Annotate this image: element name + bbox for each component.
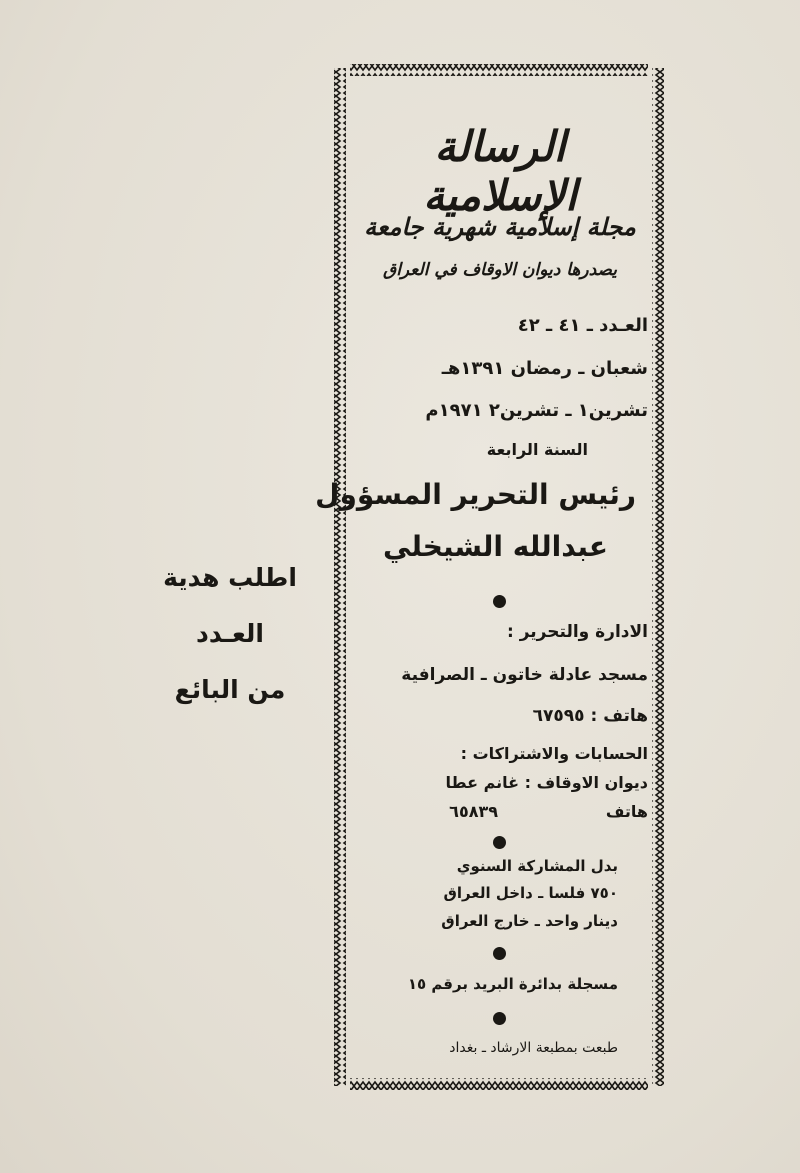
administration-heading: الادارة والتحرير : bbox=[507, 622, 648, 642]
magazine-title: الرسالة الإسلامية bbox=[423, 122, 577, 220]
section-bullet bbox=[493, 595, 506, 608]
volume-year: السنة الرابعة bbox=[486, 440, 588, 459]
administration-address: مسجد عادلة خاتون ـ الصرافية bbox=[401, 665, 648, 685]
side-note-line1: اطلب هدية العـدد bbox=[163, 563, 297, 648]
editor-name: عبدالله الشيخلي bbox=[383, 530, 608, 563]
subscription-outside: دينار واحد ـ خارج العراق bbox=[441, 912, 618, 930]
subscription-heading: بدل المشاركة السنوي bbox=[456, 857, 618, 875]
gregorian-date: تشرين١ ـ تشرين٢ ١٩٧١م bbox=[425, 400, 648, 421]
printer-line: طبعت بمطبعة الارشاد ـ بغداد bbox=[449, 1040, 618, 1056]
administration-phone: هاتف : ٦٧٥٩٥ bbox=[532, 706, 648, 726]
hijri-date: شعبان ـ رمضان ١٣٩١هـ bbox=[441, 358, 648, 379]
postal-registration: مسجلة بدائرة البريد برقم ١٥ bbox=[407, 975, 618, 993]
side-note bbox=[130, 550, 330, 718]
side-note-line2: من البائع bbox=[174, 675, 286, 704]
publisher-line: يصدرها ديوان الاوقاف في العراق bbox=[383, 260, 617, 280]
accounts-heading: الحسابات والاشتراكات : bbox=[460, 744, 648, 763]
accounts-office: ديوان الاوقاف : غانم عطا bbox=[445, 773, 648, 792]
subscription-inside: ٧٥٠ فلسا ـ داخل العراق bbox=[443, 884, 618, 902]
editor-title: رئيس التحرير المسؤول bbox=[315, 478, 636, 511]
issue-number: العـدد ـ ٤١ ـ ٤٢ bbox=[517, 315, 648, 336]
section-bullet bbox=[493, 1012, 506, 1025]
section-bullet bbox=[493, 947, 506, 960]
colophon-frame bbox=[315, 60, 668, 1095]
accounts-phone-label: هاتف bbox=[605, 802, 648, 821]
magazine-subtitle: مجلة إسلامية شهرية جامعة bbox=[364, 212, 636, 241]
colophon-content bbox=[315, 60, 648, 1095]
section-bullet bbox=[493, 836, 506, 849]
accounts-phone-number: ٦٥٨٣٩ bbox=[449, 802, 498, 821]
